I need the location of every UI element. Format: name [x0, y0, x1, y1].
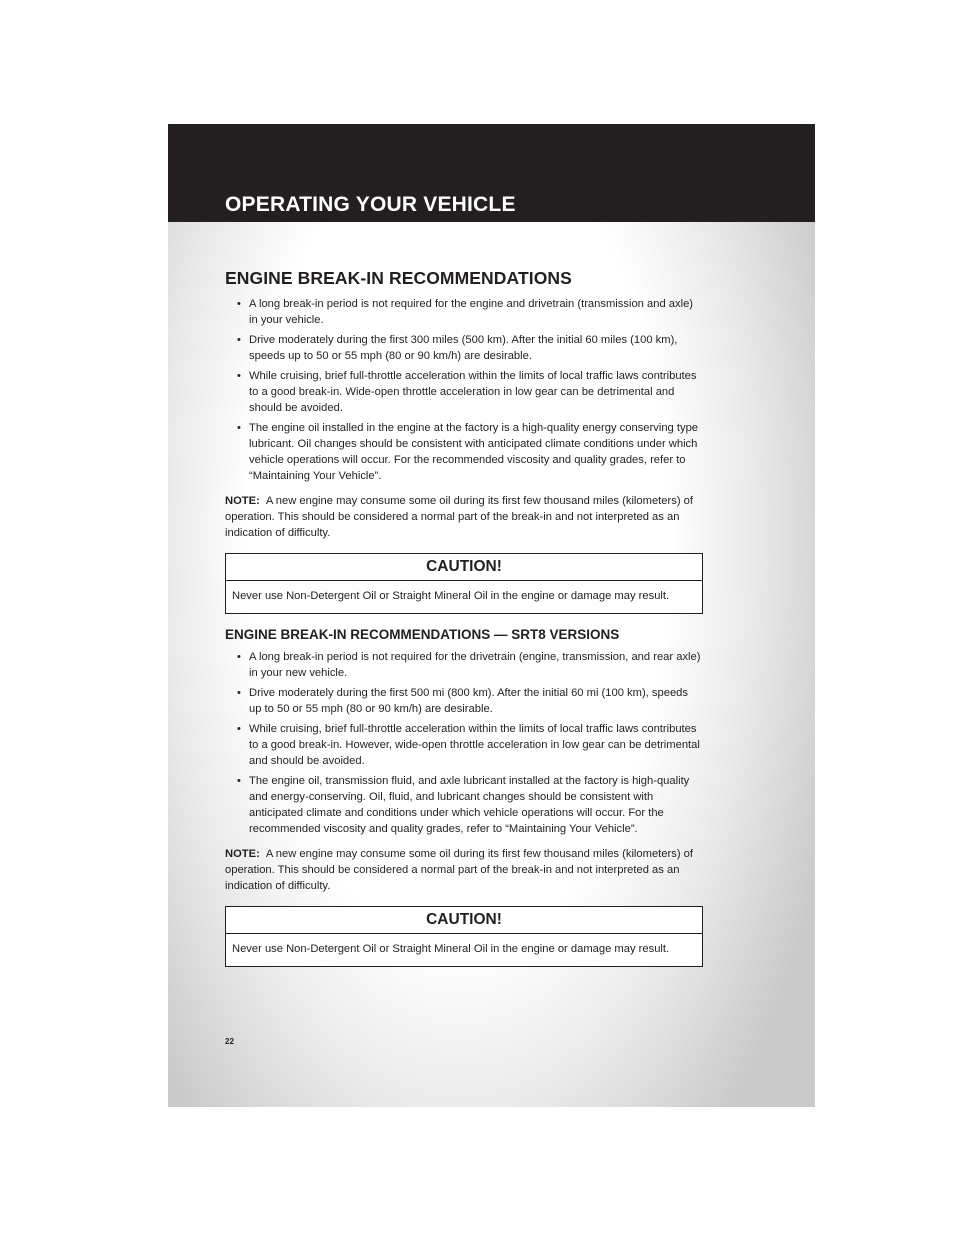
bullet-icon: •: [237, 651, 241, 663]
list-item-text: The engine oil installed in the engine at the factory is a high-quality energy conserving type lubricant. Oil changes should be consistent with anticipated climate conditions under which vehicle operations will occur. For the recommended viscosity and quality grades, refer to “Maintaining Your Vehicle”.: [249, 422, 699, 482]
bullet-icon: •: [237, 775, 241, 787]
list-item: [225, 773, 703, 837]
list-item: [225, 296, 703, 328]
list-item-text: Drive moderately during the first 300 miles (500 km). After the initial 60 miles (100 km), speeds up to 50 or 55 mph (80 or 90 km/h) are desirable.: [249, 334, 678, 362]
list-item-text: The engine oil, transmission fluid, and axle lubricant installed at the factory is high-quality and energy-conserving. Oil, fluid, and lubricant changes should be consistent with anticipated climate and conditions under which vehicle operations will occur. For the recommended viscosity and quality grades, refer to “Maintaining Your Vehicle”.: [249, 775, 690, 835]
bullet-icon: •: [237, 723, 241, 735]
caution-text: Never use Non-Detergent Oil or Straight Mineral Oil in the engine or damage may result.: [232, 943, 670, 955]
list-item: [225, 420, 703, 484]
bullet-icon: •: [237, 298, 241, 310]
bullet-icon: •: [237, 422, 241, 434]
caution-text: Never use Non-Detergent Oil or Straight Mineral Oil in the engine or damage may result.: [232, 590, 670, 602]
list-item-text: A long break-in period is not required for the drivetrain (engine, transmission, and rear axle) in your new vehicle.: [249, 651, 701, 679]
page-content: [225, 267, 703, 967]
caution-box: [225, 906, 703, 967]
note-text: A new engine may consume some oil during its first few thousand miles (kilometers) of operation. This should be considered a normal part of the break-in and not interpreted as an indication of difficulty.: [225, 495, 693, 539]
list-item-text: Drive moderately during the first 500 mi (800 km). After the initial 60 mi (100 km), speeds up to 50 or 55 mph (80 or 90 km/h) are desirable.: [249, 687, 688, 715]
manual-page: [168, 124, 815, 1107]
caution-box: [225, 553, 703, 614]
header-band: [168, 124, 815, 222]
bullet-list-srt8: [225, 649, 703, 837]
chapter-title: OPERATING YOUR VEHICLE: [225, 193, 516, 216]
list-item: [225, 685, 703, 717]
bullet-list-break-in: [225, 296, 703, 484]
list-item: [225, 721, 703, 769]
list-item: [225, 368, 703, 416]
note-paragraph: [225, 846, 703, 894]
section-heading-srt8: ENGINE BREAK-IN RECOMMENDATIONS — SRT8 VERSIONS: [225, 627, 620, 642]
list-item-text: A long break-in period is not required for the engine and drivetrain (transmission and axle) in your vehicle.: [249, 298, 694, 326]
bullet-icon: •: [237, 370, 241, 382]
page-number: 22: [225, 1037, 234, 1046]
section-heading-break-in: ENGINE BREAK-IN RECOMMENDATIONS: [225, 268, 572, 288]
list-item-text: While cruising, brief full-throttle acceleration within the limits of local traffic laws contributes to a good break-in. Wide-open throttle acceleration in low gear can be detrimental and should be avoided.: [249, 370, 697, 414]
caution-title: CAUTION!: [226, 554, 702, 581]
list-item-text: While cruising, brief full-throttle acceleration within the limits of local traffic laws contributes to a good break-in. However, wide-open throttle acceleration in low gear can be detrimental and should be avoided.: [249, 723, 700, 767]
caution-title: CAUTION!: [226, 907, 702, 934]
list-item: [225, 649, 703, 681]
note-label: NOTE:: [225, 848, 260, 860]
bullet-icon: •: [237, 687, 241, 699]
note-paragraph: [225, 493, 703, 541]
note-text: A new engine may consume some oil during its first few thousand miles (kilometers) of operation. This should be considered a normal part of the break-in and not interpreted as an indication of difficulty.: [225, 848, 693, 892]
note-label: NOTE:: [225, 495, 260, 507]
list-item: [225, 332, 703, 364]
bullet-icon: •: [237, 334, 241, 346]
